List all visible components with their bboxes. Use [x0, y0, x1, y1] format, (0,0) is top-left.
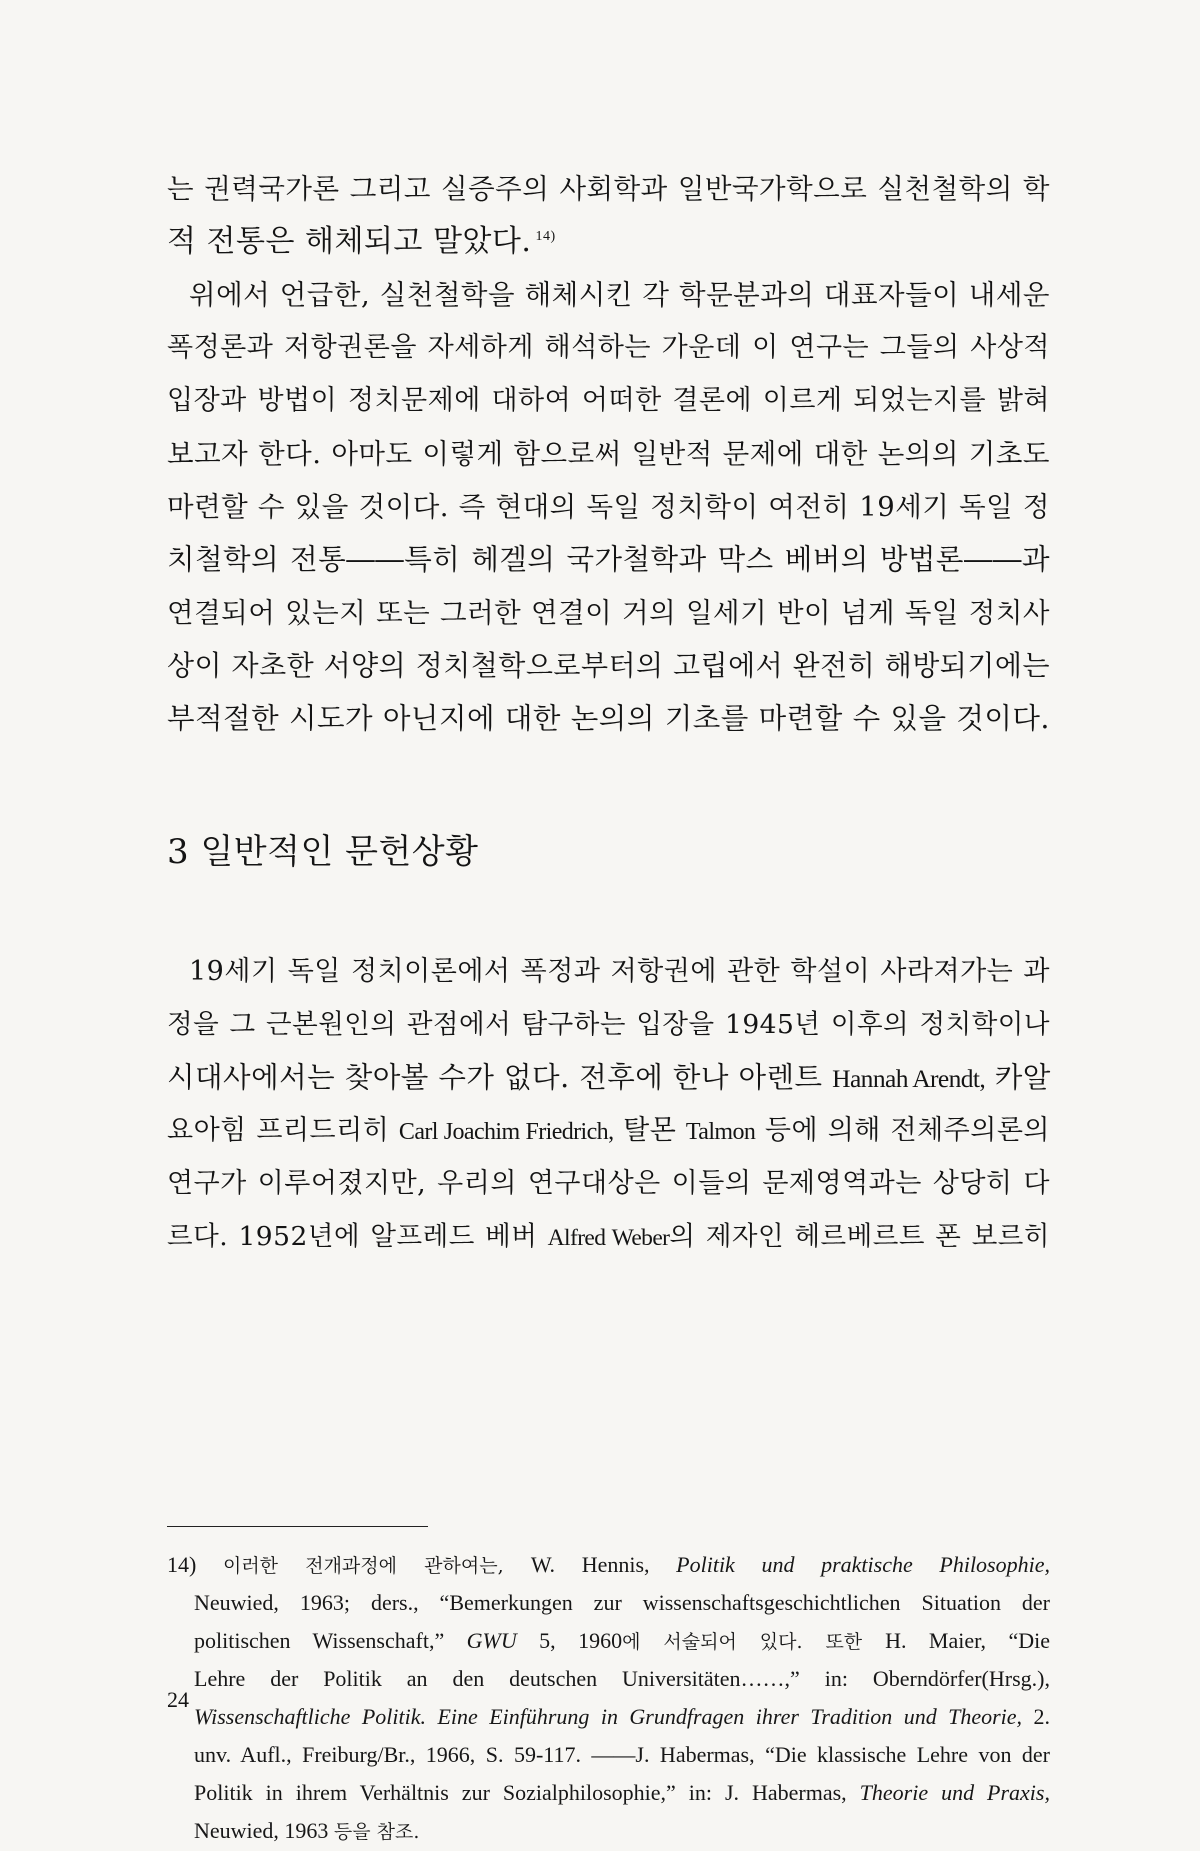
- text-segment: 의 제자인 헤르베르트 폰 보르히: [669, 1221, 1050, 1252]
- text-line: [167, 1056, 1050, 1100]
- text-line: 보고자 한다. 아마도 이렇게 함으로써 일반적 문제에 대한 논의의 기초도: [167, 438, 1050, 470]
- text-line: 치철학의 전통――특히 헤겔의 국가철학과 막스 베버의 방법론――과: [167, 543, 1050, 576]
- citation-title: Theorie und Praxis,: [859, 1780, 1050, 1805]
- footnote-line: Neuwied, 1963; ders., “Bemerkungen zur wissenschaftsgeschichtlichen Situation der: [194, 1590, 1050, 1615]
- footnote-separator: [167, 1526, 428, 1527]
- footnote-line: unv. Aufl., Freiburg/Br., 1966, S. 59-117. ――J. Habermas, “Die klassische Lehre von der: [194, 1742, 1050, 1767]
- page-number: 24: [167, 1687, 189, 1712]
- text-line: [167, 1215, 1050, 1259]
- footnote-line: [194, 1774, 1050, 1812]
- text-line: 마련할 수 있을 것이다. 즉 현대의 독일 정치학이 여전히 19세기 독일 정: [167, 491, 1050, 523]
- footnote-line: [194, 1698, 1050, 1736]
- text-segment: Neuwied, 1963: [194, 1818, 334, 1843]
- text-line-content: 적 전통은 해체되고 말았다.: [167, 224, 532, 259]
- text-segment: 에 서술되어 있다. 또한: [622, 1631, 886, 1653]
- text-segment: 요아힘 프리드리히: [167, 1115, 399, 1146]
- section-heading: 3 일반적인 문헌상황: [167, 832, 479, 872]
- text-line: 입장과 방법이 정치문제에 대하여 어떠한 결론에 이르게 되었는지를 밝혀: [167, 385, 1050, 416]
- text-segment: 등을 참조.: [333, 1821, 420, 1843]
- footnote-line: [167, 1546, 1050, 1584]
- text-line: 위에서 언급한, 실천철학을 해체시킨 각 학문분과의 대표자들이 내세운: [189, 279, 1050, 311]
- citation-title: Politik und praktische Philosophie,: [676, 1552, 1050, 1577]
- text-segment: H. Maier, “Die: [885, 1628, 1050, 1653]
- text-segment: 5, 1960: [516, 1628, 623, 1653]
- text-segment: 르다. 1952년에 알프레드 베버: [167, 1221, 548, 1252]
- text-segment: W. Hennis,: [530, 1552, 677, 1577]
- text-segment: 탈몬: [613, 1115, 686, 1146]
- footnote-reference: 14): [535, 229, 556, 244]
- citation-title: Wissenschaftliche Politik. Eine Einführung in Grundfragen ihrer Tradition und Theorie,: [194, 1704, 1023, 1729]
- footnote-line: [194, 1812, 1050, 1850]
- text-line: 폭정론과 저항권론을 자세하게 해석하는 가운데 이 연구는 그들의 사상적: [167, 332, 1050, 363]
- text-line: 연결되어 있는지 또는 그러한 연결이 거의 일세기 반이 넘게 독일 정치사: [167, 597, 1050, 629]
- text-segment: 시대사에서는 찾아볼 수가 없다. 전후에 한나 아렌트: [167, 1061, 833, 1094]
- text-line: 부적절한 시도가 아닌지에 대한 논의의 기초를 마련할 수 있을 것이다.: [167, 702, 1050, 735]
- author-name-friedrich: Carl Joachim Friedrich,: [398, 1119, 614, 1145]
- footnote-line: Lehre der Politik an den deutschen Universitäten……,” in: Oberndörfer(Hrsg.),: [194, 1666, 1050, 1691]
- text-line: [167, 1109, 1050, 1153]
- text-line: 연구가 이루어졌지만, 우리의 연구대상은 이들의 문제영역과는 상당히 다: [167, 1168, 1050, 1199]
- text-line: 는 권력국가론 그리고 실증주의 사회학과 일반국가학으로 실천철학의 학: [167, 173, 1050, 205]
- author-name-talmon: Talmon: [685, 1119, 756, 1145]
- author-name-arendt: Hannah Arendt,: [832, 1064, 986, 1093]
- text-segment: politischen Wissenschaft,”: [194, 1628, 467, 1653]
- text-segment: Politik in ihrem Verhältnis zur Sozialphilosophie,” in: J. Habermas,: [194, 1780, 860, 1805]
- text-segment: 2.: [1022, 1704, 1050, 1729]
- text-segment: 이러한 전개과정에 관하여는,: [222, 1555, 531, 1577]
- text-line: 정을 그 근본원인의 관점에서 탐구하는 입장을 1945년 이후의 정치학이나: [167, 1009, 1050, 1040]
- text-line: 19세기 독일 정치이론에서 폭정과 저항권에 관한 학설이 사라져가는 과: [189, 956, 1050, 987]
- text-segment: 카알: [985, 1061, 1051, 1094]
- footnote-label: 14): [167, 1552, 223, 1577]
- author-name-weber: Alfred Weber: [547, 1225, 670, 1251]
- footnote-line: [194, 1622, 1050, 1660]
- text-segment: 등에 의해 전체주의론의: [755, 1115, 1050, 1146]
- text-line: [167, 220, 1050, 264]
- text-line: 상이 자초한 서양의 정치철학으로부터의 고립에서 완전히 해방되기에는: [167, 649, 1050, 682]
- citation-journal: GWU: [466, 1628, 517, 1653]
